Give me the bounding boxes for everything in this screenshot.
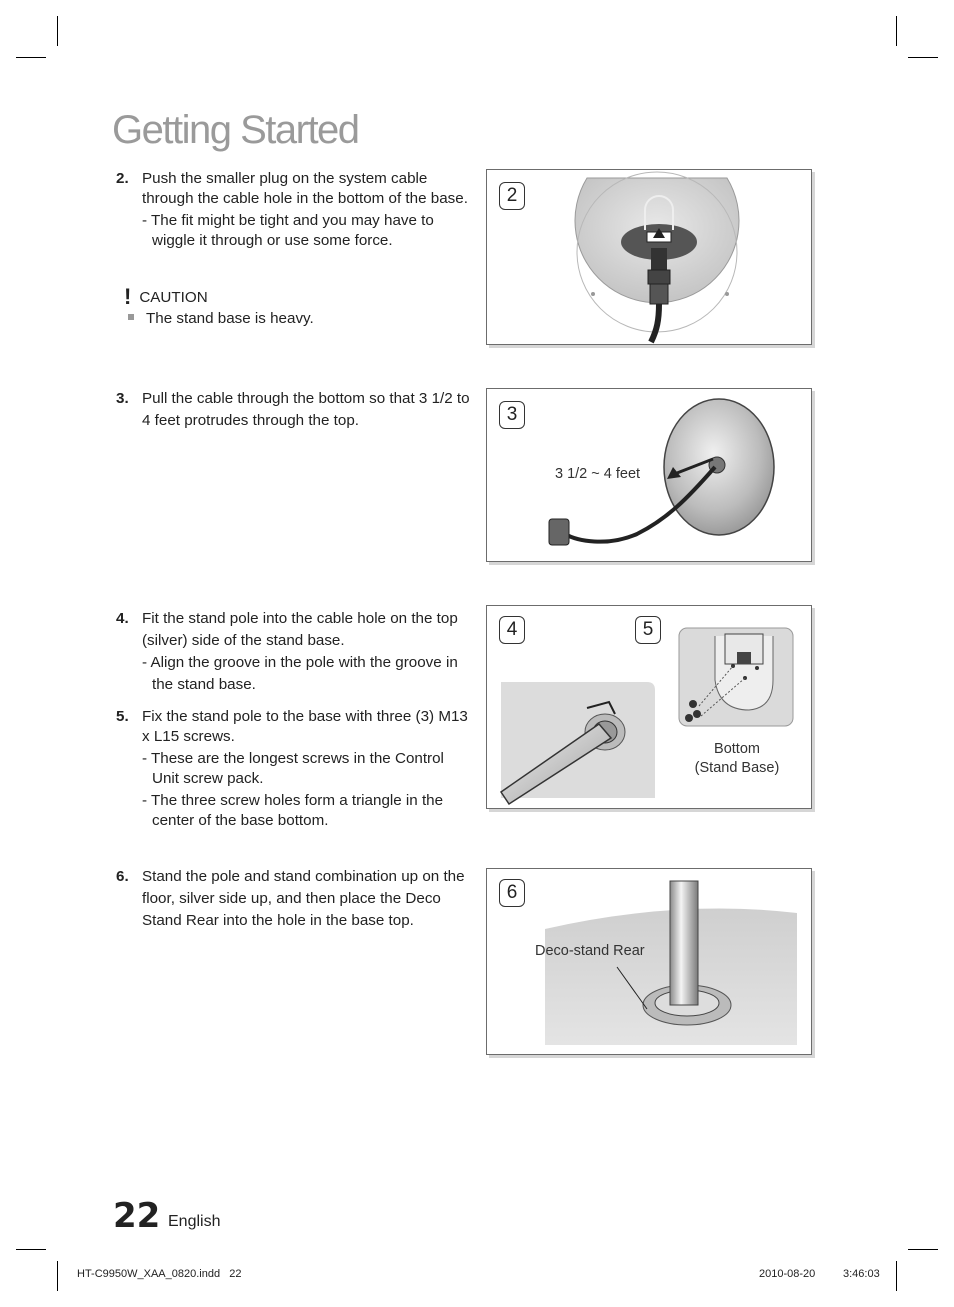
stand-base-bottom-illustration bbox=[487, 170, 811, 344]
deco-stand-label: Deco-stand Rear bbox=[535, 943, 645, 959]
step-note: - The three screw holes form a triangle in the center of the base bottom. bbox=[142, 792, 444, 829]
step-number: 2. bbox=[116, 170, 129, 187]
crop-mark bbox=[908, 57, 938, 58]
figure-step-6 bbox=[486, 868, 812, 1055]
step-note: - These are the longest screws in the Control Unit screw pack. bbox=[142, 750, 444, 787]
length-label: 3 1/2 ~ 4 feet bbox=[555, 466, 641, 482]
step-text: Fix the stand pole to the base with three (3) M13 x L15 screws. bbox=[142, 708, 468, 745]
crop-mark bbox=[57, 16, 58, 46]
bottom-label-line1: Bottom bbox=[714, 741, 760, 757]
step-6 bbox=[112, 866, 474, 932]
crop-mark bbox=[16, 57, 46, 58]
step-text: Stand the pole and stand combination up on the floor, silver side up, and then place the Deco Stand Rear into the hole in the base top. bbox=[142, 868, 465, 929]
step-3 bbox=[112, 388, 474, 432]
caution-text: The stand base is heavy. bbox=[146, 310, 314, 327]
crop-mark bbox=[57, 1261, 58, 1291]
step-text: Pull the cable through the bottom so that 3 1/2 to 4 feet protrudes through the top. bbox=[142, 390, 470, 429]
deco-stand-rear-illustration bbox=[487, 869, 811, 1054]
bullet-square-icon bbox=[128, 314, 134, 320]
step-number: 6. bbox=[116, 868, 129, 885]
caution-item bbox=[128, 310, 314, 327]
step-badge: 6 bbox=[499, 879, 525, 907]
crop-mark bbox=[896, 1261, 897, 1291]
step-4 bbox=[112, 608, 474, 696]
language-label: English bbox=[168, 1213, 221, 1230]
page-number: 22 bbox=[113, 1196, 161, 1236]
step-badge: 2 bbox=[499, 182, 525, 210]
step-text: Fit the stand pole into the cable hole on the top (silver) side of the stand base. bbox=[142, 610, 458, 649]
step-number: 3. bbox=[116, 390, 129, 407]
step-number: 5. bbox=[116, 708, 129, 725]
step-text: Push the smaller plug on the system cable through the cable hole in the bottom of the base. bbox=[142, 170, 468, 207]
crop-mark bbox=[896, 16, 897, 46]
step-badge-5: 5 bbox=[635, 616, 661, 644]
step-note: - The fit might be tight and you may have to wiggle it through or use some force. bbox=[142, 212, 434, 249]
page-title: Getting Started bbox=[112, 108, 359, 152]
step-2 bbox=[112, 169, 474, 251]
step-note: - Align the groove in the pole with the groove in the stand base. bbox=[142, 654, 458, 693]
cable-through-base-illustration bbox=[487, 389, 811, 561]
print-time: 3:46:03 bbox=[843, 1268, 880, 1280]
step-number: 4. bbox=[116, 610, 129, 627]
step-badge-4: 4 bbox=[499, 616, 525, 644]
step-5 bbox=[112, 707, 474, 831]
crop-mark bbox=[908, 1249, 938, 1250]
file-name: HT-C9950W_XAA_0820.indd 22 bbox=[77, 1268, 242, 1280]
step-badge: 3 bbox=[499, 401, 525, 429]
figure-step-2 bbox=[486, 169, 812, 345]
warning-icon: ! bbox=[124, 284, 132, 309]
figure-step-4-5 bbox=[486, 605, 812, 809]
crop-mark bbox=[16, 1249, 46, 1250]
bottom-label bbox=[667, 740, 807, 778]
caution-label: CAUTION bbox=[139, 289, 208, 306]
bottom-label-line2: (Stand Base) bbox=[694, 760, 780, 776]
print-date: 2010-08-20 bbox=[759, 1268, 816, 1280]
caution-heading bbox=[124, 284, 208, 310]
figure-step-3 bbox=[486, 388, 812, 562]
